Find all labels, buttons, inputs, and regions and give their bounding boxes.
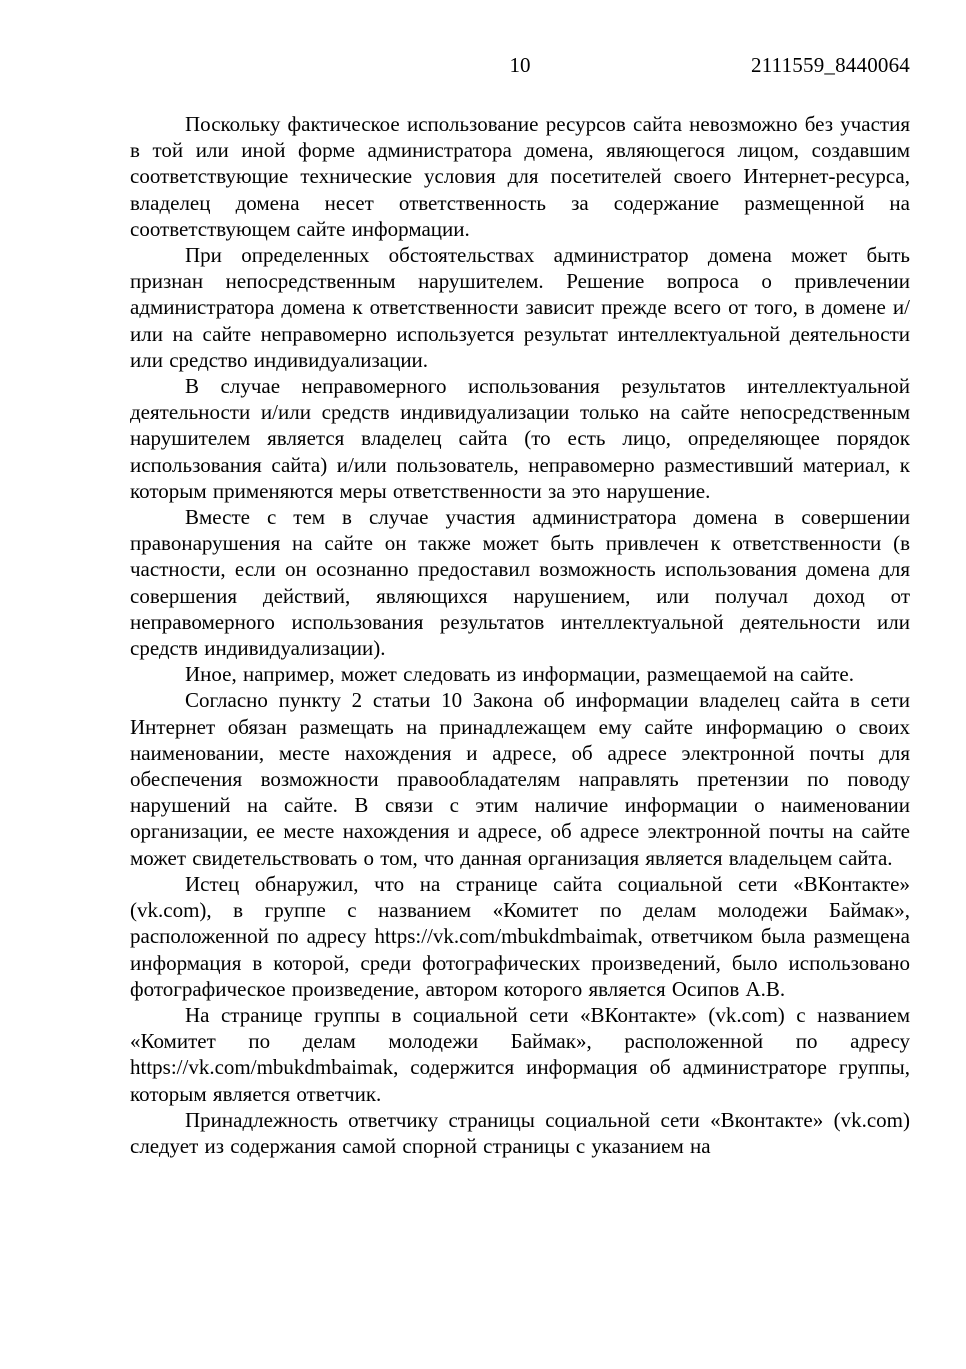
document-body: [130, 111, 910, 1159]
page-number: 10: [509, 53, 531, 77]
paragraph: Поскольку фактическое использование ресурсов сайта невозможно без участия в той или иной форме администратора домена, являющегося лицом, создавшим соответствующие технические условия для посетителей своего Интернет-ресурса, владелец домена несет ответственность за содержание размещенной на соответствующем сайте информации.: [130, 112, 910, 241]
paragraph: Истец обнаружил, что на странице сайта социальной сети «ВКонтакте» (vk.com), в группе с названием «Комитет по делам молодежи Баймак», расположенной по адресу https://vk.com/mbukdmbaimak, ответчиком была размещена информация в которой, среди фотографических произведений, было использовано фотографическое произведение, автором которого является Осипов А.В.: [130, 871, 910, 1001]
paragraph: Иное, например, может следовать из информации, размещаемой на сайте.: [185, 662, 854, 687]
paragraph: В случае неправомерного использования результатов интеллектуальной деятельности и/или средств индивидуализации только на сайте непосредственным нарушителем является владелец сайта (то есть лицо, определяющее порядок использования сайта) и/или пользователь, неправомерно разместивший материал, к которым применяются меры ответственности за это нарушение.: [130, 374, 910, 503]
paragraph: При определенных обстоятельствах администратор домена может быть признан непосредственным нарушителем. Решение вопроса о привлечении администратора домена к ответственности зависит прежде всего от того, в домене и/или на сайте неправомерно используется результат интеллектуальной деятельности или средство индивидуализации.: [130, 243, 910, 372]
paragraph: Согласно пункту 2 статьи 10 Закона об информации владелец сайта в сети Интернет обязан размещать на принадлежащем ему сайте информацию о своих наименовании, месте нахождения и адресе, об адресе электронной почты для обеспечения возможности правообладателям направлять претензии по поводу нарушений на сайте. В связи с этим наличие информации о наименовании организации, ее месте нахождения и адресе, об адресе электронной почты на сайте может свидетельствовать о том, что данная организация является владельцем сайта.: [130, 688, 910, 870]
document-id: 2111559_8440064: [751, 53, 910, 77]
paragraph: Вместе с тем в случае участия администратора домена в совершении правонарушения на сайте он также может быть привлечен к ответственности (в частности, если он осознанно предоставил возможность использования домена для совершения действий, являющихся нарушением, или получал доход от неправомерного использования результатов интеллектуальной деятельности или средств индивидуализации).: [130, 505, 910, 661]
paragraph: Принадлежность ответчику страницы социальной сети «Вконтакте» (vk.com) следует из содержания самой спорной страницы с указанием на: [130, 1107, 910, 1158]
paragraph: На странице группы в социальной сети «ВКонтакте» (vk.com) с названием «Комитет по делам молодежи Баймак», расположенной по адресу https://vk.com/mbukdmbaimak, содержится информация об администраторе группы, которым является ответчик.: [130, 1002, 910, 1106]
page-header: [130, 52, 910, 78]
